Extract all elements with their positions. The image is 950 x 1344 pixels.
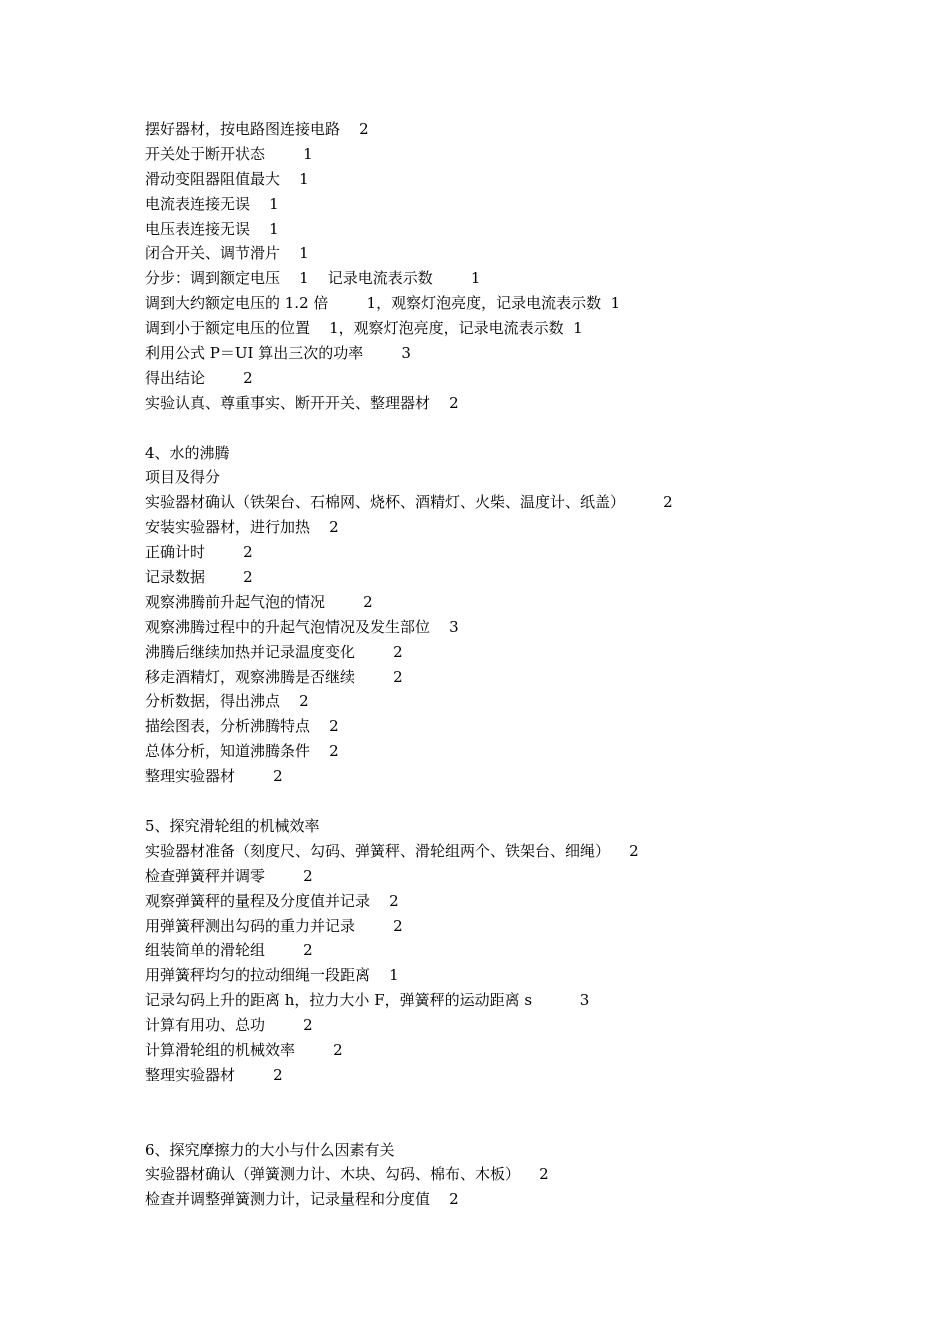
text-line: 记录数据 2 <box>145 568 253 587</box>
document-body <box>145 117 905 1212</box>
text-line: 滑动变阻器阻值最大 1 <box>145 169 309 188</box>
text-line: 检查并调整弹簧测力计，记录量程和分度值 2 <box>145 1190 459 1209</box>
blank-line <box>145 1088 905 1113</box>
text-line: 实验器材确认（铁架台、石棉网、烧杯、酒精灯、火柴、温度计、纸盖） 2 <box>145 493 673 512</box>
section-heading: 6、探究摩擦力的大小与什么因素有关 <box>145 1140 395 1159</box>
text-line: 摆好器材，按电路图连接电路 2 <box>145 120 369 138</box>
text-line: 分析数据，得出沸点 2 <box>145 692 309 711</box>
text-line: 检查弹簧秤并调零 2 <box>145 866 313 885</box>
blank-line <box>145 1113 905 1138</box>
text-line: 电流表连接无误 1 <box>145 194 279 213</box>
text-line: 记录勾码上升的距离 h，拉力大小 F，弹簧秤的运动距离 s 3 <box>145 991 590 1010</box>
section-heading: 5、探究滑轮组的机械效率 <box>145 816 320 835</box>
text-line: 得出结论 2 <box>145 368 253 387</box>
text-line: 观察沸腾过程中的升起气泡情况及发生部位 3 <box>145 617 459 636</box>
section-heading: 4、水的沸腾 <box>145 443 230 462</box>
text-line: 调到大约额定电压的 1.2 倍 1，观察灯泡亮度，记录电流表示数 1 <box>145 294 621 313</box>
text-line: 观察弹簧秤的量程及分度值并记录 2 <box>145 891 399 910</box>
text-line: 总体分析，知道沸腾条件 2 <box>145 742 339 761</box>
text-line: 项目及得分 <box>145 468 221 487</box>
text-line: 用弹簧秤测出勾码的重力并记录 2 <box>145 916 403 935</box>
text-line: 观察沸腾前升起气泡的情况 2 <box>145 592 373 611</box>
text-line: 实验器材准备（刻度尺、勾码、弹簧秤、滑轮组两个、铁架台、细绳） 2 <box>145 841 639 860</box>
text-line: 沸腾后继续加热并记录温度变化 2 <box>145 642 403 661</box>
text-line: 实验认真、尊重事实、断开开关、整理器材 2 <box>145 393 459 412</box>
text-line: 电压表连接无误 1 <box>145 219 279 238</box>
text-line: 实验器材确认（弹簧测力计、木块、勾码、棉布、木板） 2 <box>145 1165 549 1184</box>
text-line: 组装简单的滑轮组 2 <box>145 941 313 960</box>
text-line: 开关处于断开状态 1 <box>145 144 313 163</box>
text-line: 分步：调到额定电压 1 记录电流表示数 1 <box>145 269 481 288</box>
text-line: 安装实验器材，进行加热 2 <box>145 518 339 537</box>
text-line: 计算滑轮组的机械效率 2 <box>145 1040 343 1059</box>
text-line: 用弹簧秤均匀的拉动细绳一段距离 1 <box>145 966 399 985</box>
text-line: 整理实验器材 2 <box>145 1065 283 1084</box>
text-line: 闭合开关、调节滑片 1 <box>145 244 309 263</box>
text-line: 调到小于额定电压的位置 1，观察灯泡亮度，记录电流表示数 1 <box>145 319 583 338</box>
text-line: 利用公式 P＝UI 算出三次的功率 3 <box>145 344 411 363</box>
blank-line <box>145 416 905 441</box>
text-line: 正确计时 2 <box>145 543 253 562</box>
text-line: 移走酒精灯，观察沸腾是否继续 2 <box>145 667 403 686</box>
text-line: 描绘图表，分析沸腾特点 2 <box>145 717 339 736</box>
text-line: 计算有用功、总功 2 <box>145 1016 313 1035</box>
text-line: 整理实验器材 2 <box>145 767 283 786</box>
blank-line <box>145 789 905 814</box>
